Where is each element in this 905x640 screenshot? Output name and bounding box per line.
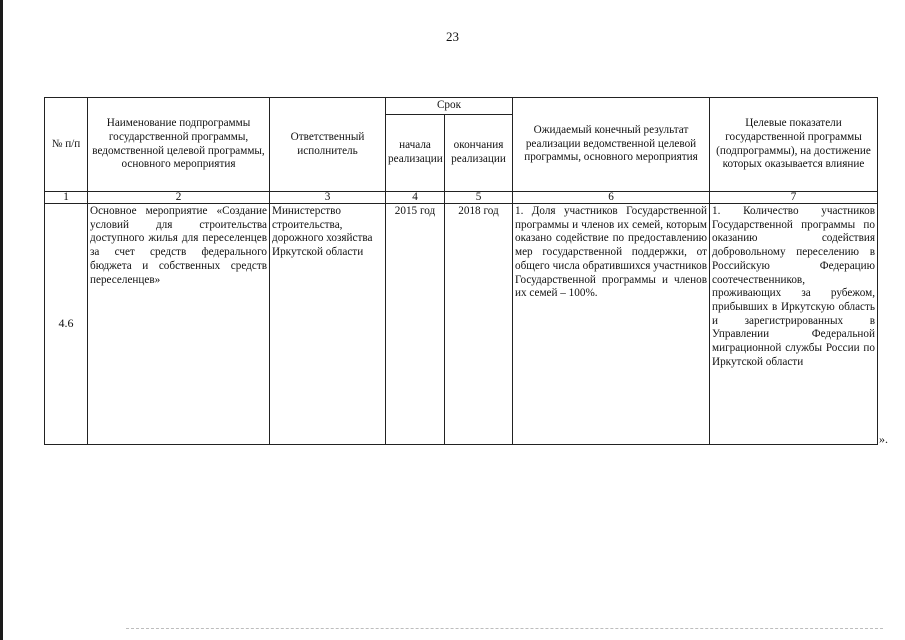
header-indicators: Целевые показатели государственной программы (подпрограммы), на достижение которых оказывается влияние xyxy=(710,98,878,192)
column-number: 2 xyxy=(88,192,270,204)
scan-left-edge xyxy=(0,0,3,640)
row-start: 2015 год xyxy=(386,204,445,445)
column-number: 4 xyxy=(386,192,445,204)
row-end: 2018 год xyxy=(445,204,513,445)
table-row xyxy=(45,204,878,445)
scan-bottom-line xyxy=(126,628,883,629)
column-number-row xyxy=(45,192,878,204)
row-index: 4.6 xyxy=(45,204,88,445)
column-number: 6 xyxy=(513,192,710,204)
header-name: Наименование подпрограммы государственной программы, ведомственной целевой программы, основного мероприятия xyxy=(88,98,270,192)
program-table xyxy=(44,97,878,445)
header-number: № п/п xyxy=(45,98,88,192)
closing-quote-mark: ». xyxy=(879,432,888,446)
header-term: Срок xyxy=(386,98,513,115)
page-number: 23 xyxy=(446,29,459,44)
header-end: окончания реализации xyxy=(445,115,513,192)
header-result: Ожидаемый конечный результат реализации ведомственной целевой программы, основного мероприятия xyxy=(513,98,710,192)
header-row-1 xyxy=(45,98,878,115)
column-number: 7 xyxy=(710,192,878,204)
row-result: 1. Доля участников Государственной программы и членов их семей, которым оказано содействие по предоставлению мер государственной поддержки, от общего числа обратившихся участников Государственной программы и членов их семей – 100%. xyxy=(513,204,710,445)
header-start: начала реализации xyxy=(386,115,445,192)
row-name: Основное мероприятие «Создание условий для строительства доступного жилья для переселенцев за счет средств федерального бюджета и собственных средств переселенцев» xyxy=(88,204,270,445)
column-number: 1 xyxy=(45,192,88,204)
column-number: 5 xyxy=(445,192,513,204)
row-indicator: 1. Количество участников Государственной программы по оказанию содействия добровольному переселению в Российскую Федерацию соотечественников, проживающих за рубежом, прибывших в Иркутскую область и зарегистрированных в Управлении Федеральной миграционной службы России по Иркутской области xyxy=(710,204,878,445)
header-executor: Ответственный исполнитель xyxy=(270,98,386,192)
row-executor: Министерство строительства, дорожного хозяйства Иркутской области xyxy=(270,204,386,445)
column-number: 3 xyxy=(270,192,386,204)
